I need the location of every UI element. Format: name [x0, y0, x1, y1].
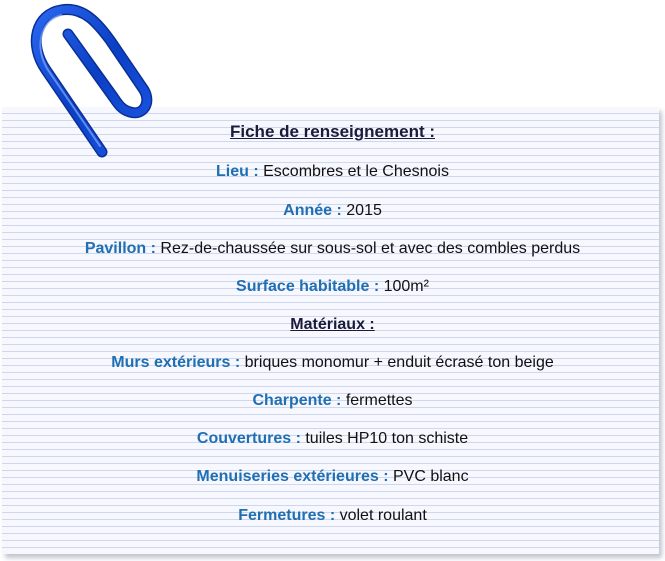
material-value: PVC blanc: [392, 468, 469, 485]
field-surface: [0, 277, 665, 297]
field-value: 2015: [346, 202, 382, 219]
material-fermetures: [0, 506, 665, 526]
field-pavillon: [0, 239, 665, 259]
field-label: Surface habitable :: [236, 278, 384, 295]
material-murs: [0, 353, 665, 373]
material-value: volet roulant: [339, 507, 427, 524]
field-value: Escombres et le Chesnois: [263, 163, 449, 180]
field-value: Rez-de-chaussée sur sous-sol et avec des combles perdus: [160, 240, 581, 257]
material-charpente: [0, 391, 665, 411]
field-lieu: [0, 162, 665, 182]
material-couvertures: [0, 429, 665, 449]
field-label: Lieu :: [216, 163, 264, 180]
material-menuiseries: [0, 467, 665, 487]
material-value: tuiles HP10 ton schiste: [305, 430, 469, 447]
material-label: Fermetures :: [238, 507, 340, 524]
materials-title: Matériaux :: [290, 316, 375, 333]
material-label: Menuiseries extérieures :: [196, 468, 393, 485]
field-label: Pavillon :: [84, 240, 161, 257]
field-label: Année :: [283, 202, 347, 219]
material-label: Murs extérieurs :: [111, 354, 245, 371]
material-value: fermettes: [345, 392, 413, 409]
material-value: briques monomur + enduit écrasé ton beige: [244, 354, 554, 371]
field-value: 100m²: [383, 278, 429, 295]
material-label: Charpente :: [252, 392, 346, 409]
paperclip-icon: [6, 0, 156, 170]
sheet-title: Fiche de renseignement :: [230, 122, 435, 141]
field-annee: [0, 201, 665, 221]
material-label: Couvertures :: [196, 430, 306, 447]
